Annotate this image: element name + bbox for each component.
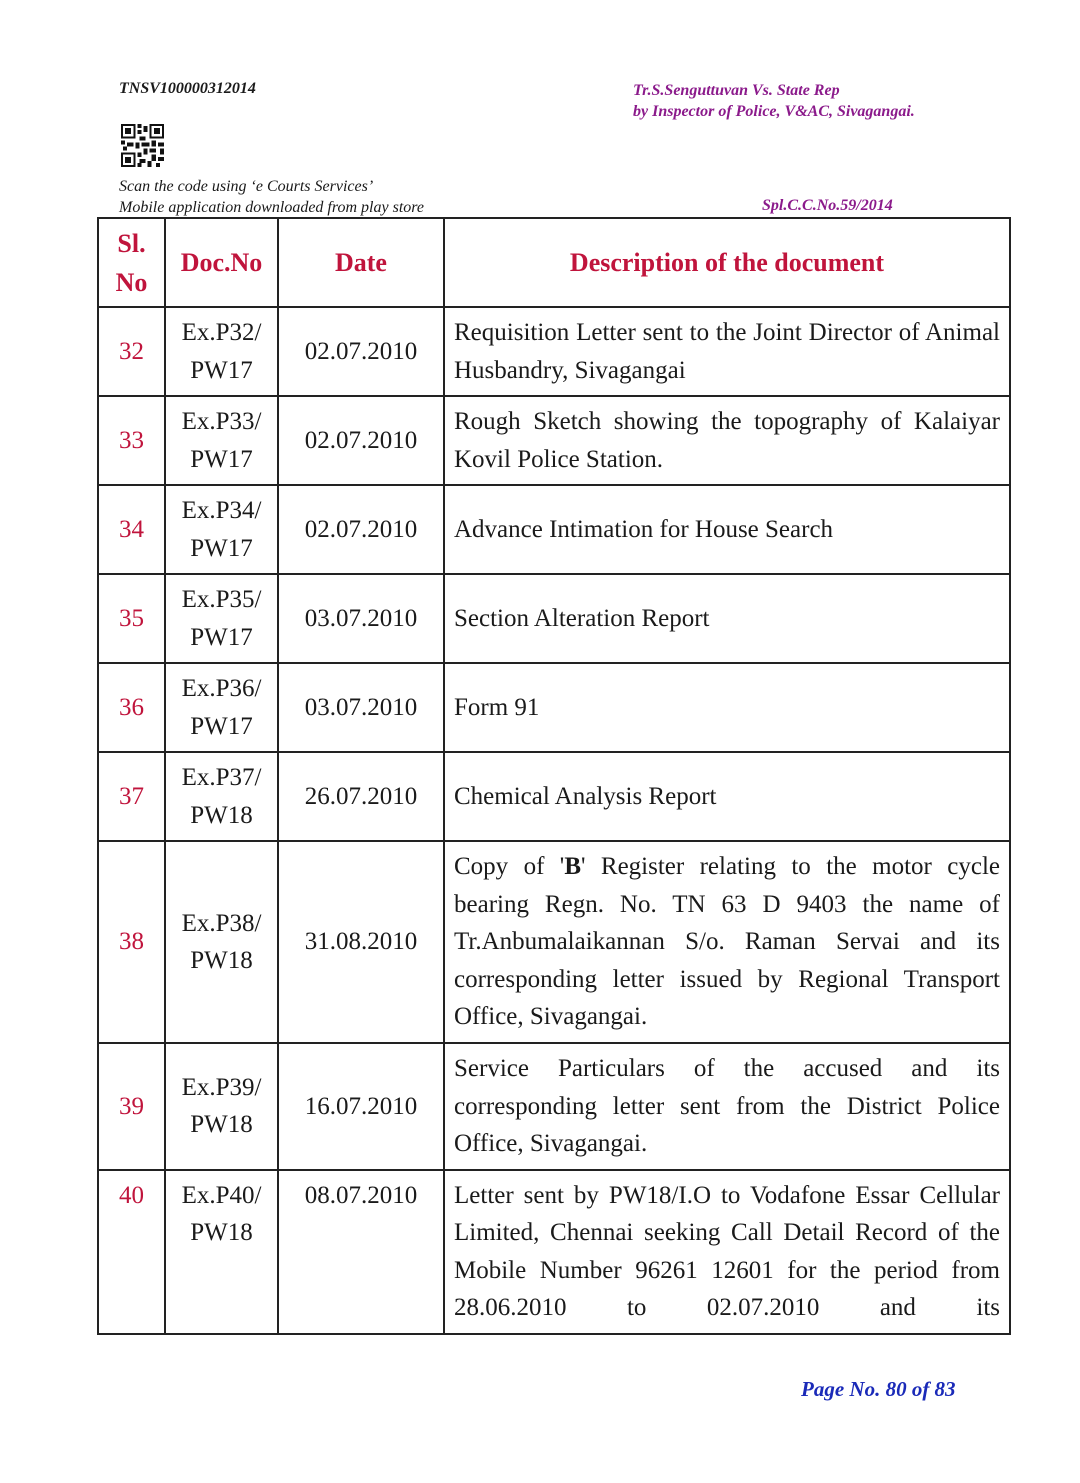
sl-no-cell: 38 <box>98 841 165 1043</box>
doc-no-cell: Ex.P34/ PW17 <box>165 485 278 574</box>
table-row <box>98 1043 1010 1170</box>
description-cell: Section Alteration Report <box>444 574 1010 663</box>
table-row <box>98 663 1010 752</box>
doc-no-cell: Ex.P37/ PW18 <box>165 752 278 841</box>
parties-line-1: Tr.S.Senguttuvan Vs. State Rep <box>633 82 840 99</box>
column-sl-no: Sl. No <box>98 218 165 307</box>
sl-no-cell: 34 <box>98 485 165 574</box>
table-row <box>98 485 1010 574</box>
description-cell: Chemical Analysis Report <box>444 752 1010 841</box>
description-cell: Letter sent by PW18/I.O to Vodafone Essar Cellular Limited, Chennai seeking Call Detail Record of the Mobile Number 96261 12601 for the period from 28.06.2010 to 02.07.2010 and its <box>444 1170 1010 1334</box>
sl-no-cell: 40 <box>98 1170 165 1334</box>
table-row <box>98 1170 1010 1334</box>
scan-line-2: Mobile application downloaded from play store <box>119 199 425 216</box>
sl-no-cell: 36 <box>98 663 165 752</box>
date-cell: 31.08.2010 <box>278 841 444 1043</box>
doc-no-cell: Ex.P35/ PW17 <box>165 574 278 663</box>
description-cell: Service Particulars of the accused and its corresponding letter sent from the District Police Office, Sivagangai. <box>444 1043 1010 1170</box>
parties-line-2: by Inspector of Police, V&AC, Sivagangai. <box>633 103 915 120</box>
date-cell: 02.07.2010 <box>278 307 444 396</box>
qr-code-icon <box>121 124 164 167</box>
date-cell: 02.07.2010 <box>278 396 444 485</box>
table-header-row <box>98 218 1010 307</box>
sl-no-cell: 33 <box>98 396 165 485</box>
description-cell: Requisition Letter sent to the Joint Director of Animal Husbandry, Sivagangai <box>444 307 1010 396</box>
sl-no-cell: 39 <box>98 1043 165 1170</box>
date-cell: 26.07.2010 <box>278 752 444 841</box>
table-row <box>98 574 1010 663</box>
documents-table <box>97 217 1011 1335</box>
table-row <box>98 752 1010 841</box>
column-date: Date <box>278 218 444 307</box>
description-cell: Advance Intimation for House Search <box>444 485 1010 574</box>
date-cell: 08.07.2010 <box>278 1170 444 1334</box>
register-letter: B <box>564 853 581 881</box>
table-row <box>98 396 1010 485</box>
description-cell: Rough Sketch showing the topography of Kalaiyar Kovil Police Station. <box>444 396 1010 485</box>
date-cell: 03.07.2010 <box>278 663 444 752</box>
description-cell: Copy of 'B' Register relating to the motor cycle bearing Regn. No. TN 63 D 9403 the name of Tr.Anbumalaikannan S/o. Raman Servai and its corresponding letter issued by Regional Transport Office, Sivagangai. <box>444 841 1010 1043</box>
date-cell: 16.07.2010 <box>278 1043 444 1170</box>
case-parties <box>633 80 915 122</box>
page-number: Page No. 80 of 83 <box>801 1377 956 1401</box>
column-description: Description of the document <box>444 218 1010 307</box>
doc-no-cell: Ex.P38/ PW18 <box>165 841 278 1043</box>
date-cell: 03.07.2010 <box>278 574 444 663</box>
table-row <box>98 307 1010 396</box>
doc-no-cell: Ex.P33/ PW17 <box>165 396 278 485</box>
scan-line-1: Scan the code using ‘e Courts Services’ <box>119 178 374 195</box>
scan-instructions <box>119 176 424 218</box>
sl-no-cell: 35 <box>98 574 165 663</box>
case-id: TNSV100000312014 <box>119 80 256 97</box>
doc-no-cell: Ex.P32/ PW17 <box>165 307 278 396</box>
column-doc-no: Doc.No <box>165 218 278 307</box>
doc-no-cell: Ex.P39/ PW18 <box>165 1043 278 1170</box>
sl-no-cell: 37 <box>98 752 165 841</box>
doc-no-cell: Ex.P36/ PW17 <box>165 663 278 752</box>
table-row <box>98 841 1010 1043</box>
case-number: Spl.C.C.No.59/2014 <box>762 197 893 214</box>
date-cell: 02.07.2010 <box>278 485 444 574</box>
description-cell: Form 91 <box>444 663 1010 752</box>
sl-no-cell: 32 <box>98 307 165 396</box>
doc-no-cell: Ex.P40/ PW18 <box>165 1170 278 1334</box>
